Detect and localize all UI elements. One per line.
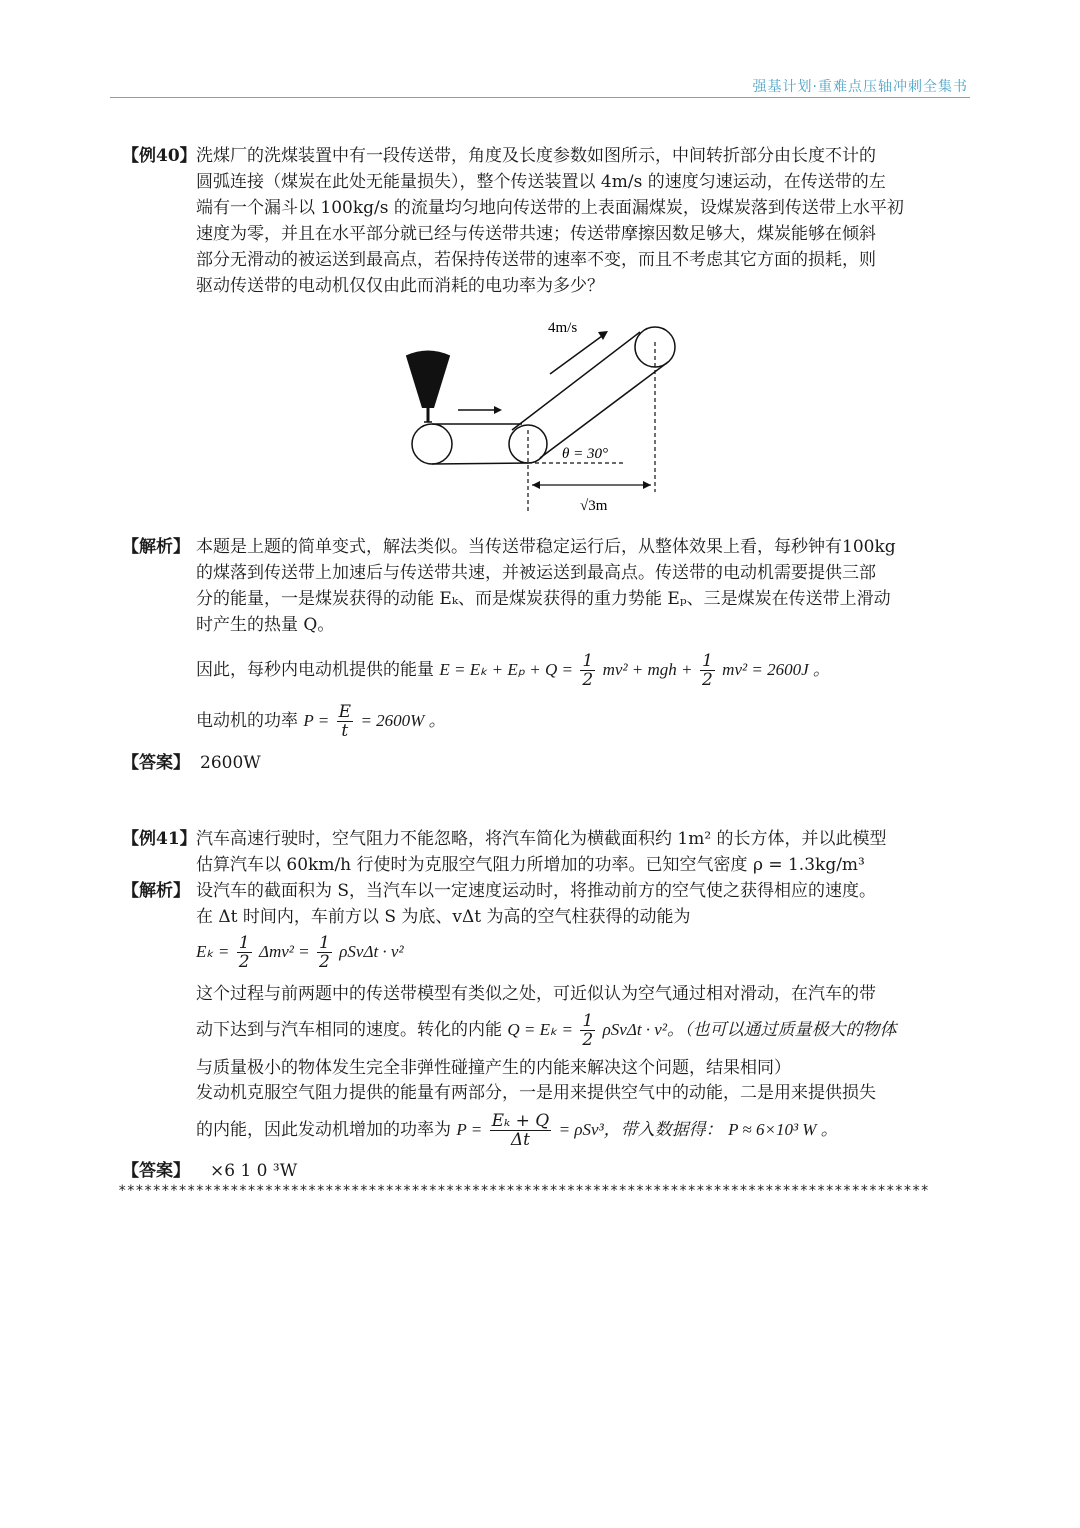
analysis-40-line-3: 分的能量，一是煤炭获得的动能 Eₖ、而是煤炭获得的重力势能 Eₚ、三是煤炭在传送带上滑动: [196, 589, 891, 609]
fraction-energy-over-time: $\frac{\text{Eₖ + Q}}{\Delta t}$: [491, 1111, 550, 1150]
fraction-half: $\frac{1}{2}$: [582, 1011, 594, 1050]
header-rule: [110, 97, 970, 98]
example-40-analysis: [122, 534, 968, 638]
analysis-40-line-1: 本题是上题的简单变式，解法类似。当传送带稳定运行后，从整体效果上看，每秒钟有100kg: [196, 537, 896, 557]
ie-eq-part-a: Q = Eₖ =: [507, 1020, 573, 1039]
top-pulley: [635, 327, 675, 367]
ex40-line-1: 洗煤厂的洗煤装置中有一段传送带，角度及长度参数如图所示，中间转折部分由长度不计的: [196, 146, 876, 166]
hopper-icon: [406, 356, 450, 408]
energy-prefix: 因此，每秒内电动机提供的能量: [196, 660, 434, 680]
power-eq-part-a: P =: [303, 711, 330, 730]
power-increase-line: [196, 1112, 838, 1149]
analysis-41-line-4: 这个过程与前两题中的传送带模型有类似之处，可近似认为空气通过相对滑动，在汽车的带: [196, 984, 876, 1004]
ex40-line-5: 部分无滑动的被运送到最高点，若保持传送带的速率不变，而且不考虑其它方面的损耗，则: [196, 250, 876, 270]
kinetic-energy-equation: [196, 934, 404, 971]
example-41-question: [122, 826, 968, 930]
fraction-half: $\frac{1}{2}$: [238, 933, 250, 972]
belt-arrow-icon: [494, 406, 502, 414]
example-40-question: [122, 143, 968, 299]
analysis-40-line-2: 的煤落到传送带上加速后与传送带共速，并被运送到最高点。传送带的电动机需要提供三部: [196, 563, 876, 583]
ex40-line-3: 端有一个漏斗以 100kg/s 的流量均匀地向传送带的上表面漏煤炭，设煤炭落到传送带上水平初: [196, 198, 904, 218]
ex41-line-1: 汽车高速行驶时，空气阻力不能忽略，将汽车简化为横截面积约 1m² 的长方体，并以此模型: [196, 829, 887, 849]
answer-41-tag: 【答案】: [122, 1161, 190, 1181]
answer-40-tag: 【答案】: [122, 753, 190, 773]
ke-eq-part-c: ρSvΔt · v²: [339, 942, 404, 961]
pi-text: 的内能，因此发动机增加的功率为: [196, 1120, 451, 1140]
section-divider: **********************************************************************************************: [118, 1183, 930, 1199]
analysis-41-line-2: 在 Δt 时间内，车前方以 S 为底、vΔt 为高的空气柱获得的动能为: [196, 907, 691, 927]
conveyor-figure: [400, 312, 700, 522]
analysis-41-line-6: 与质量极小的物体发生完全非弹性碰撞产生的内能来解决这个问题，结果相同）: [196, 1058, 791, 1078]
pi-eq-part-b: = ρSv³，带入数据得：: [558, 1120, 723, 1139]
energy-equation: [196, 652, 830, 689]
energy-eq-part-c: mv² = 2600J 。: [722, 660, 830, 679]
ex40-line-2: 圆弧连接（煤炭在此处无能量损失），整个传送装置以 4m/s 的速度匀速运动，在传送带的左: [196, 172, 886, 192]
analysis-40-line-4: 时产生的热量 Q。: [196, 615, 335, 635]
analysis-40-tag: 【解析】: [122, 537, 190, 557]
ex41-line-2: 估算汽车以 60km/h 行使时为克服空气阻力所增加的功率。已知空气密度 ρ = 1.3kg/m³: [196, 855, 865, 875]
fraction-half: $\frac{1}{2}$: [582, 651, 594, 690]
example-40-answer: [122, 750, 968, 776]
pi-eq-part-c: P ≈ 6×10³ W 。: [728, 1120, 838, 1139]
ke-eq-part-a: Eₖ =: [196, 942, 230, 961]
example-41-answer: [122, 1158, 968, 1184]
ie-text: 动下达到与汽车相同的速度。转化的内能: [196, 1020, 502, 1040]
ex40-line-6: 驱动传送带的电动机仅仅由此而消耗的电功率为多少？: [196, 276, 604, 296]
answer-40-value: 2600W: [200, 753, 261, 773]
energy-eq-part-a: E = Eₖ + Eₚ + Q =: [439, 660, 573, 679]
fraction-E-over-t: $\frac{E}{t}$: [338, 702, 352, 741]
pi-eq-part-a: P =: [456, 1120, 483, 1139]
fraction-half: $\frac{1}{2}$: [701, 651, 713, 690]
fraction-half: $\frac{1}{2}$: [319, 933, 330, 972]
running-head: 强基计划·重难点压轴冲刺全集书: [752, 79, 968, 95]
analysis-41-tag: 【解析】: [122, 881, 190, 901]
energy-eq-part-b: mv² + mgh +: [602, 660, 693, 679]
example-40-tag: 【例40】: [122, 146, 197, 166]
analysis-41-line-1: 设汽车的截面积为 S，当汽车以一定速度运动时，将推动前方的空气使之获得相应的速度。: [196, 881, 877, 901]
example-41-tag: 【例41】: [122, 829, 197, 849]
analysis-41-line-7: 发动机克服空气阻力提供的能量有两部分，一是用来提供空气中的动能，二是用来提供损失: [196, 1083, 876, 1103]
power-equation: [196, 703, 446, 740]
power-prefix: 电动机的功率: [196, 711, 298, 731]
speed-label: 4m/s: [548, 320, 578, 336]
answer-41-value: ×6 1 0 ³W: [210, 1161, 298, 1181]
ex40-line-4: 速度为零，并且在水平部分就已经与传送带共速；传送带摩擦因数足够大，煤炭能够在倾斜: [196, 224, 876, 244]
length-label: √3m: [580, 498, 608, 514]
ke-eq-part-b: Δmv² =: [259, 942, 310, 961]
left-pulley: [412, 424, 452, 464]
power-eq-part-b: = 2600W 。: [360, 711, 446, 730]
ie-eq-part-b: ρSvΔt · v²。（也可以通过质量极大的物体: [602, 1020, 897, 1039]
internal-energy-line: [196, 1012, 896, 1049]
angle-label: θ = 30°: [562, 446, 608, 462]
